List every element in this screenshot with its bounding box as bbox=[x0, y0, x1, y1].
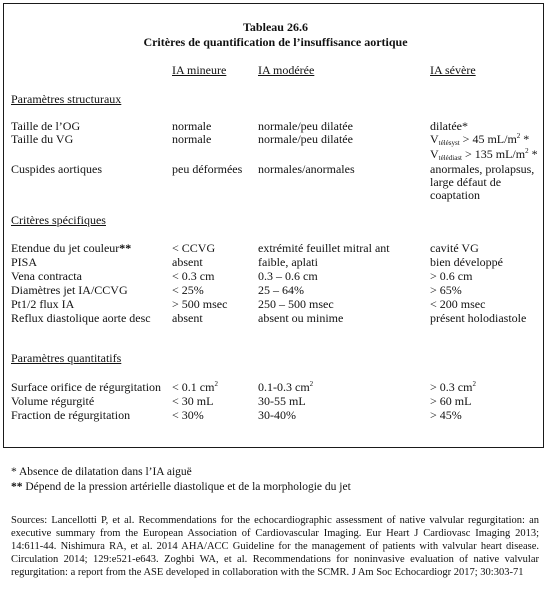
col-header-mild: IA mineure bbox=[172, 63, 227, 77]
cell-moderate: 30-40% bbox=[258, 408, 296, 422]
col-header-moderate: IA modérée bbox=[258, 63, 315, 77]
cell-moderate: 250 – 500 msec bbox=[258, 297, 334, 311]
cell-severe: > 45% bbox=[430, 408, 462, 422]
cell-severe: > 0.6 cm bbox=[430, 269, 473, 283]
cell-mild: < 25% bbox=[172, 283, 204, 297]
cell-mild: < 0.3 cm bbox=[172, 269, 215, 283]
cell-severe: présent holodiastole bbox=[430, 311, 527, 325]
row-label: Fraction de régurgitation bbox=[11, 408, 131, 422]
cell-severe-line1: $V_{télésyst} > 45$ $mL/m^2$ * bbox=[430, 132, 530, 147]
cell-mild: < 30 mL bbox=[172, 394, 214, 408]
cell-severe: dilatée* bbox=[430, 119, 468, 133]
row-label: Surface orifice de régurgitation bbox=[11, 380, 162, 394]
cell-moderate: absent ou minime bbox=[258, 311, 344, 325]
section-header-structural: Paramètres structuraux bbox=[11, 92, 122, 106]
cell-severe: > 0.3 $cm^2$ bbox=[430, 380, 476, 394]
cell-moderate: faible, aplati bbox=[258, 255, 318, 269]
cell-severe: > 60 mL bbox=[430, 394, 472, 408]
row-label: Taille de l’OG bbox=[11, 119, 81, 133]
cell-severe: < 200 msec bbox=[430, 297, 486, 311]
footnote: * Absence de dilatation dans l’IA aiguë bbox=[11, 466, 192, 478]
row-label: Reflux diastolique aorte desc bbox=[11, 311, 151, 325]
row-label: Pt1/2 flux IA bbox=[11, 297, 75, 311]
cell-severe-line2: large défaut de bbox=[430, 175, 502, 189]
cell-moderate: 25 – 64% bbox=[258, 283, 304, 297]
cell-mild: < 0.1 $cm^2$ bbox=[172, 380, 218, 394]
cell-mild: peu déformées bbox=[172, 162, 243, 176]
cell-mild: normale bbox=[172, 132, 212, 146]
cell-mild: < 30% bbox=[172, 408, 204, 422]
section-header-quantitative: Paramètres quantitatifs bbox=[11, 351, 122, 365]
table-subtitle: Critères de quantification de l’insuffisance aortique bbox=[143, 35, 408, 49]
cell-severe-line2: $V_{télédiast} > 135$ $mL/m^2$ * bbox=[430, 147, 538, 162]
cell-moderate: normale/peu dilatée bbox=[258, 132, 353, 146]
sources-text: Sources: Lancellotti P, et al. Recommendations for the echocardiographic assessment of native valvular regurgitation: an executive summary from the European Association of Cardiovascular Imaging. Eur Heart J Cardiovasc Imaging 2013; 14:611-44. Nishimura RA, et al. 2014 AHA/ACC Guideline for the management of patients with valvular heart disease. Circulation 2014; 129:e521-e643. Zoghbi WA, et al. Recommendations for noninvasive evaluation of native valvular regurgitation: a report from the ASE developed in collaboration with the SCMR. J Am Soc Echocardiogr 2017; 30:303-71 bbox=[11, 515, 539, 578]
col-header-severe: IA sévère bbox=[430, 63, 476, 77]
cell-severe-line1: anormales, prolapsus, bbox=[430, 162, 535, 176]
row-label: Cuspides aortiques bbox=[11, 162, 102, 176]
table-title: Tableau 26.6 bbox=[243, 20, 308, 34]
cell-severe: > 65% bbox=[430, 283, 462, 297]
row-label: PISA bbox=[11, 255, 38, 269]
cell-moderate: 30-55 mL bbox=[258, 394, 306, 408]
row-label: Diamètres jet IA/CCVG bbox=[11, 283, 128, 297]
cell-moderate: 0.1-0.3 $cm^2$ bbox=[258, 380, 314, 394]
cell-mild: absent bbox=[172, 255, 203, 269]
row-label: Volume régurgité bbox=[11, 394, 95, 408]
footnote: ** Dépend de la pression artérielle diastolique et de la morphologie du jet bbox=[11, 481, 351, 493]
cell-moderate: extrémité feuillet mitral ant bbox=[258, 241, 390, 255]
row-label: Vena contracta bbox=[11, 269, 82, 283]
cell-moderate: normales/anormales bbox=[258, 162, 355, 176]
row-label: Taille du VG bbox=[11, 132, 74, 146]
cell-severe: bien développé bbox=[430, 255, 503, 269]
cell-moderate: normale/peu dilatée bbox=[258, 119, 353, 133]
cell-severe: cavité VG bbox=[430, 241, 479, 255]
cell-severe-line3: coaptation bbox=[430, 188, 480, 202]
cell-mild: < CCVG bbox=[172, 241, 216, 255]
row-label: Etendue du jet couleur** bbox=[11, 241, 132, 255]
section-header-specific: Critères spécifiques bbox=[11, 213, 106, 227]
cell-mild: absent bbox=[172, 311, 203, 325]
cell-moderate: 0.3 – 0.6 cm bbox=[258, 269, 318, 283]
cell-mild: normale bbox=[172, 119, 212, 133]
cell-mild: > 500 msec bbox=[172, 297, 228, 311]
